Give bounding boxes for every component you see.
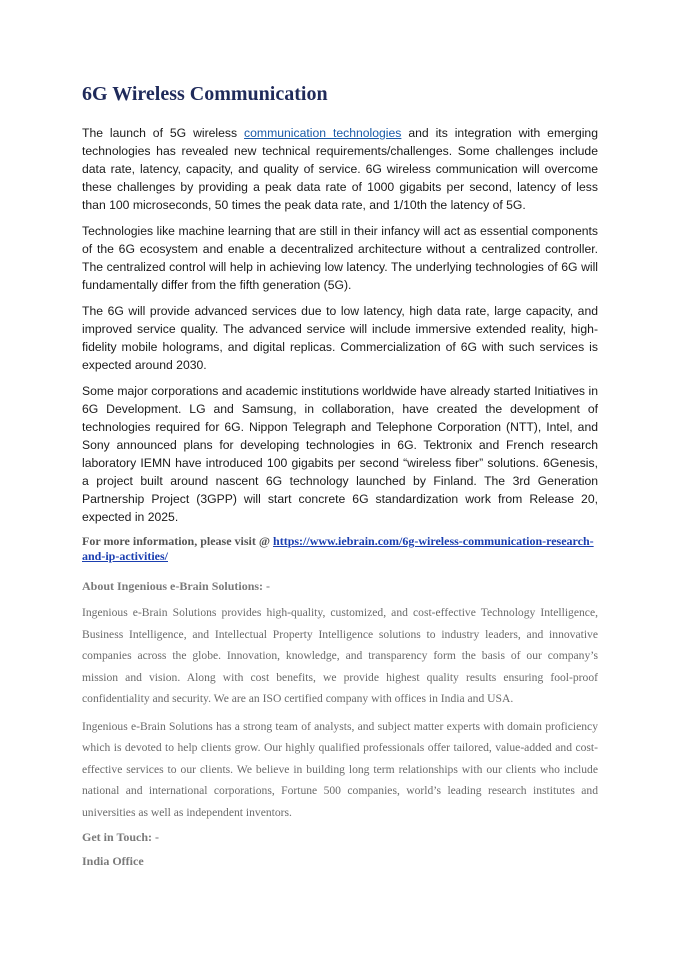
more-info-link[interactable]: https://www.iebrain.com/6g-wireless-communication-research-and-ip-activities/ [82, 534, 594, 563]
more-info-line [82, 534, 598, 564]
intro-text-end: and its integration with emerging technologies has revealed new technical requirements/challenges. Some challenges include data rate, latency, capacity, and quality of service. 6G wireless communication will overcome these challenges by providing a peak data rate of 1000 gigabits per second, latency of less than 100 microseconds, 50 times the peak data rate, and 1/10th the latency of 5G. [82, 126, 598, 212]
communication-technologies-link[interactable]: communication technologies [244, 126, 402, 140]
page-title: 6G Wireless Communication [82, 83, 328, 105]
get-in-touch-heading: Get in Touch: - [82, 830, 160, 844]
paragraph-technologies: Technologies like machine learning that are still in their infancy will act as essential components of the 6G ecosystem and enable a decentralized architecture without a centralized controller. The centralized control will help in achieving low latency. The underlying technologies of 6G will fundamentally differ from the fifth generation (5G). [82, 224, 598, 292]
paragraph-services: The 6G will provide advanced services due to low latency, high data rate, large capacity, and improved service quality. The advanced service will include immersive extended reality, high-fidelity mobile holograms, and digital replicas. Commercialization of 6G with such services is expected around 2030. [82, 304, 598, 372]
india-office-heading: India Office [82, 854, 144, 868]
about-heading: About Ingenious e-Brain Solutions: - [82, 579, 271, 593]
more-info-label: For more information, please visit @ [82, 534, 274, 548]
paragraph-intro [82, 124, 598, 214]
about-paragraph-1: Ingenious e-Brain Solutions provides high-quality, customized, and cost-effective Technology Intelligence, Business Intelligence, and Intellectual Property Intelligence solutions to industry leaders, and innovative companies across the globe. Innovation, knowledge, and transparency form the basis of our company’s mission and vision. Along with cost benefits, we provide highest quality results ensuring fool-proof confidentiality and security. We are an ISO certified company with offices in India and USA. [82, 606, 598, 705]
about-paragraph-2: Ingenious e-Brain Solutions has a strong team of analysts, and subject matter experts with domain proficiency which is devoted to help clients grow. Our highly qualified professionals offer tailored, value-added and cost-effective services to our clients. We believe in building long term relationships with our clients who include national and international corporations, Fortune 500 companies, world’s leading research institutes and universities as well as independent inventors. [82, 719, 598, 819]
intro-text-start: The launch of 5G wireless [82, 126, 245, 140]
document-page [82, 80, 598, 877]
paragraph-initiatives: Some major corporations and academic institutions worldwide have already started Initiatives in 6G Development. LG and Samsung, in collaboration, have created the development of technologies required for 6G. Nippon Telegraph and Telephone Corporation (NTT), Intel, and Sony announced plans for developing technologies in 6G. Tektronix and French research laboratory IEMN have introduced 100 gigabits per second “wireless fiber” solutions. 6Genesis, a project built around nascent 6G technology launched by Finland. The 3rd Generation Partnership Project (3GPP) will start concrete 6G standardization work from Release 20, expected in 2025. [82, 384, 598, 524]
